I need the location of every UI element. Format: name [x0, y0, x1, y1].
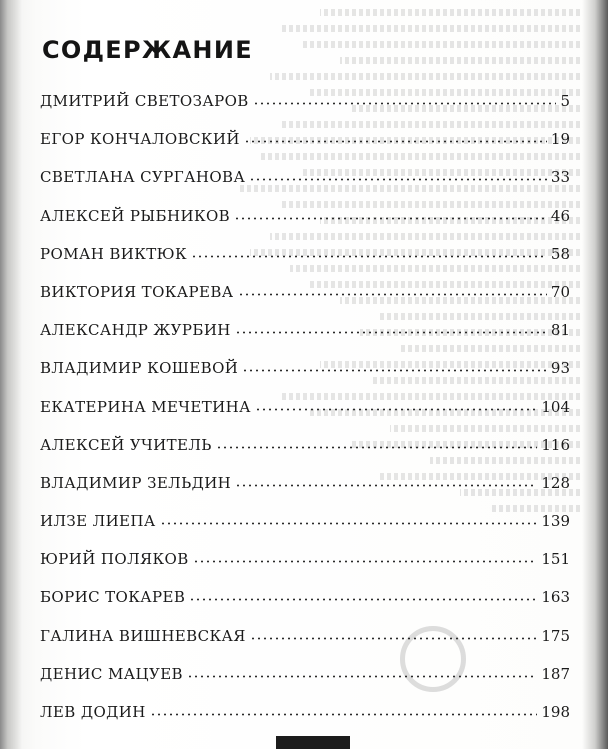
toc-entry-name: ЕГОР КОНЧАЛОВСКИЙ: [40, 130, 240, 149]
toc-entry-name: ИЛЗЕ ЛИЕПА: [40, 512, 156, 531]
toc-entry-page-number: 58: [550, 244, 570, 263]
toc-entry: [40, 283, 570, 321]
toc-entry-page-number: 198: [541, 703, 570, 721]
dot-leader: [242, 369, 547, 372]
toc-entry: [40, 92, 570, 130]
toc-entry-name: ЛЕВ ДОДИН: [40, 703, 146, 721]
dot-leader: [150, 713, 538, 716]
dot-leader: [235, 484, 537, 487]
toc-entry-name: СВЕТЛАНА СУРГАНОВА: [40, 168, 246, 187]
toc-entry-page-number: 104: [541, 397, 570, 416]
toc-entry-name: РОМАН ВИКТЮК: [40, 244, 187, 263]
page-title: СОДЕРЖАНИЕ: [42, 36, 253, 64]
toc-entry: [40, 474, 570, 512]
dot-leader: [249, 178, 547, 181]
dot-leader: [238, 293, 547, 296]
toc-entry: [40, 398, 570, 436]
toc-entry-name: ДЕНИС МАЦУЕВ: [40, 664, 183, 683]
toc-entry: [40, 321, 570, 359]
toc-entry-page-number: 187: [541, 664, 570, 683]
page-edge-shadow: [582, 0, 608, 749]
table-of-contents: [40, 92, 570, 741]
toc-entry-page-number: 151: [541, 550, 570, 569]
toc-entry-name: АЛЕКСЕЙ РЫБНИКОВ: [40, 206, 231, 225]
dot-leader: [244, 140, 547, 143]
spine-shadow: [0, 0, 22, 749]
toc-entry: [40, 512, 570, 550]
toc-entry-page-number: 19: [550, 130, 570, 149]
dot-leader: [160, 522, 538, 525]
toc-entry-page-number: 175: [541, 626, 570, 645]
toc-entry: [40, 130, 570, 168]
toc-entry: [40, 665, 570, 703]
toc-entry-name: БОРИС ТОКАРЕВ: [40, 588, 186, 607]
toc-entry-name: ВЛАДИМИР КОШЕВОЙ: [40, 359, 239, 378]
toc-entry-page-number: 116: [541, 435, 570, 454]
toc-entry-page-number: 163: [541, 588, 570, 607]
dot-leader: [191, 255, 547, 258]
dot-leader: [250, 637, 538, 640]
toc-entry: [40, 245, 570, 283]
toc-entry: [40, 436, 570, 474]
toc-entry-page-number: 128: [541, 473, 570, 492]
toc-entry-name: ДМИТРИЙ СВЕТОЗАРОВ: [40, 92, 249, 110]
dot-leader: [234, 217, 547, 220]
toc-entry-name: АЛЕКСАНДР ЖУРБИН: [40, 321, 231, 340]
dot-leader: [253, 102, 556, 105]
toc-entry-name: ВИКТОРИЯ ТОКАРЕВА: [40, 282, 234, 301]
toc-entry-page-number: 5: [560, 92, 570, 110]
dot-leader: [193, 560, 538, 563]
dot-leader: [189, 598, 537, 601]
toc-entry-page-number: 70: [550, 282, 570, 301]
toc-entry: [40, 588, 570, 626]
toc-entry-page-number: 81: [550, 321, 570, 340]
toc-entry: [40, 359, 570, 397]
toc-entry: [40, 627, 570, 665]
dot-leader: [235, 331, 547, 334]
toc-entry-name: ГАЛИНА ВИШНЕВСКАЯ: [40, 626, 246, 645]
toc-entry-name: ЕКАТЕРИНА МЕЧЕТИНА: [40, 397, 251, 416]
toc-entry-name: ЮРИЙ ПОЛЯКОВ: [40, 550, 189, 569]
dot-leader: [187, 675, 537, 678]
toc-entry: [40, 207, 570, 245]
toc-entry-name: АЛЕКСЕЙ УЧИТЕЛЬ: [40, 435, 212, 454]
toc-entry-page-number: 139: [541, 512, 570, 531]
toc-entry-name: ВЛАДИМИР ЗЕЛЬДИН: [40, 473, 232, 492]
dot-leader: [255, 408, 538, 411]
dot-leader: [216, 446, 538, 449]
toc-entry-page-number: 46: [550, 206, 570, 225]
toc-entry-page-number: 93: [550, 359, 570, 378]
toc-entry-page-number: 33: [550, 168, 570, 187]
bottom-tab-mark: [276, 736, 350, 749]
toc-entry: [40, 168, 570, 206]
toc-entry: [40, 550, 570, 588]
